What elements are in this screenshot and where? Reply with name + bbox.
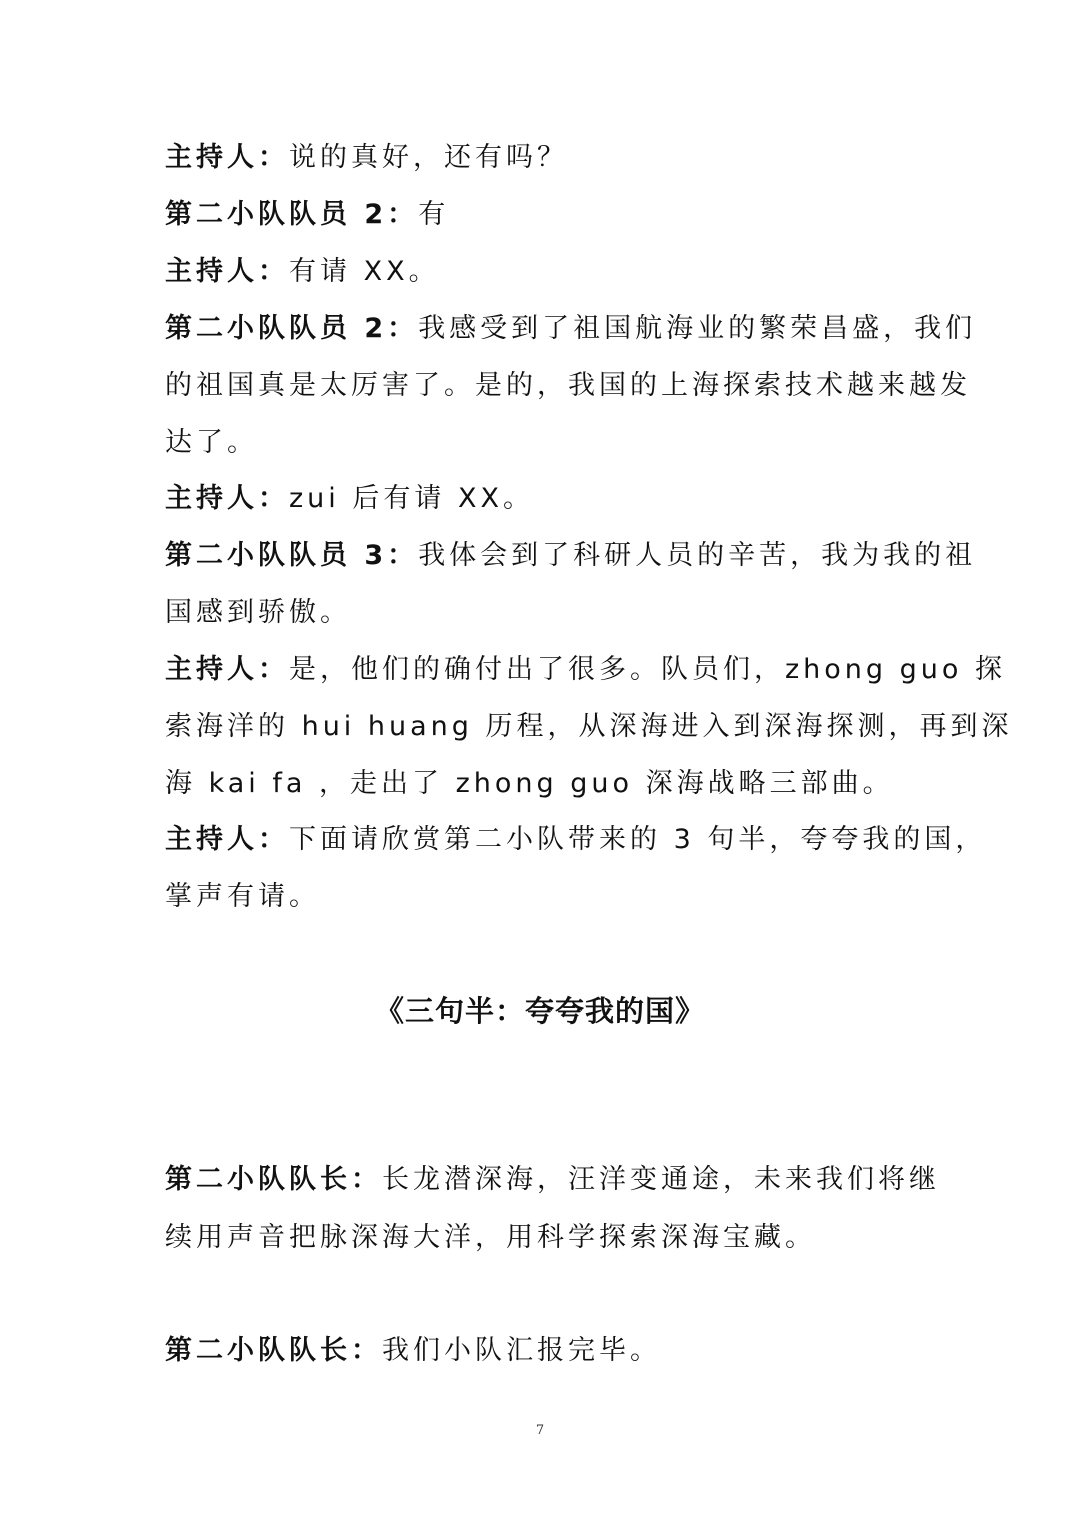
dialogue-line — [165, 1218, 925, 1258]
dialogue-line — [165, 707, 1013, 747]
dialogue-line — [165, 309, 977, 349]
dialogue-text: 有 — [418, 199, 450, 230]
section-title: 《三句半：夸夸我的国》 — [374, 994, 705, 1028]
speaker-label: 第二小队队员 3： — [165, 540, 419, 571]
dialogue-text: 长龙潜深海，汪洋变通途，未来我们将继 — [382, 1164, 940, 1195]
dialogue-line — [165, 650, 1006, 690]
speaker-label: 第二小队队长： — [165, 1335, 382, 1366]
dialogue-text: 掌声有请。 — [165, 881, 320, 912]
dialogue-text: 是，他们的确付出了很多。队员们，zhong guo 探 — [289, 654, 1006, 685]
dialogue-text: 说的真好，还有吗？ — [289, 142, 568, 173]
dialogue-line — [165, 593, 925, 633]
speaker-label: 主持人： — [165, 142, 289, 173]
dialogue-line — [165, 138, 925, 178]
dialogue-line — [165, 820, 987, 860]
dialogue-line — [165, 536, 977, 576]
dialogue-text: zui 后有请 XX。 — [289, 483, 534, 514]
speaker-label: 主持人： — [165, 824, 289, 855]
dialogue-line — [165, 1331, 925, 1371]
dialogue-line — [165, 1160, 940, 1200]
page-number: 7 — [535, 1423, 545, 1438]
dialogue-text: 续用声音把脉深海大洋，用科学探索深海宝藏。 — [165, 1222, 816, 1253]
dialogue-line — [165, 877, 925, 917]
speaker-label: 第二小队队员 2： — [165, 199, 419, 230]
dialogue-text: 达了。 — [165, 427, 258, 458]
speaker-label: 主持人： — [165, 256, 289, 287]
dialogue-line — [165, 764, 925, 804]
dialogue-text: 下面请欣赏第二小队带来的 3 句半，夸夸我的国， — [289, 824, 987, 855]
speaker-label: 主持人： — [165, 654, 289, 685]
dialogue-line — [165, 479, 925, 519]
dialogue-line — [165, 366, 971, 406]
dialogue-text: 我体会到了科研人员的辛苦，我为我的祖 — [418, 540, 977, 571]
dialogue-text: 的祖国真是太厉害了。是的，我国的上海探索技术越来越发 — [165, 370, 971, 401]
dialogue-line — [165, 195, 925, 235]
speaker-label: 第二小队队员 2： — [165, 313, 419, 344]
speaker-label: 第二小队队长： — [165, 1164, 382, 1195]
dialogue-text: 有请 XX。 — [289, 256, 440, 287]
dialogue-text: 我感受到了祖国航海业的繁荣昌盛，我们 — [418, 313, 977, 344]
speaker-label: 主持人： — [165, 483, 289, 514]
dialogue-text: 我们小队汇报完毕。 — [382, 1335, 661, 1366]
dialogue-line — [165, 423, 925, 463]
dialogue-text: 海 kai fa ，走出了 zhong guo 深海战略三部曲。 — [165, 768, 894, 799]
dialogue-text: 国感到骄傲。 — [165, 597, 351, 628]
dialogue-line — [165, 252, 925, 292]
dialogue-text: 索海洋的 hui huang 历程，从深海进入到深海探测，再到深 — [165, 711, 1013, 742]
